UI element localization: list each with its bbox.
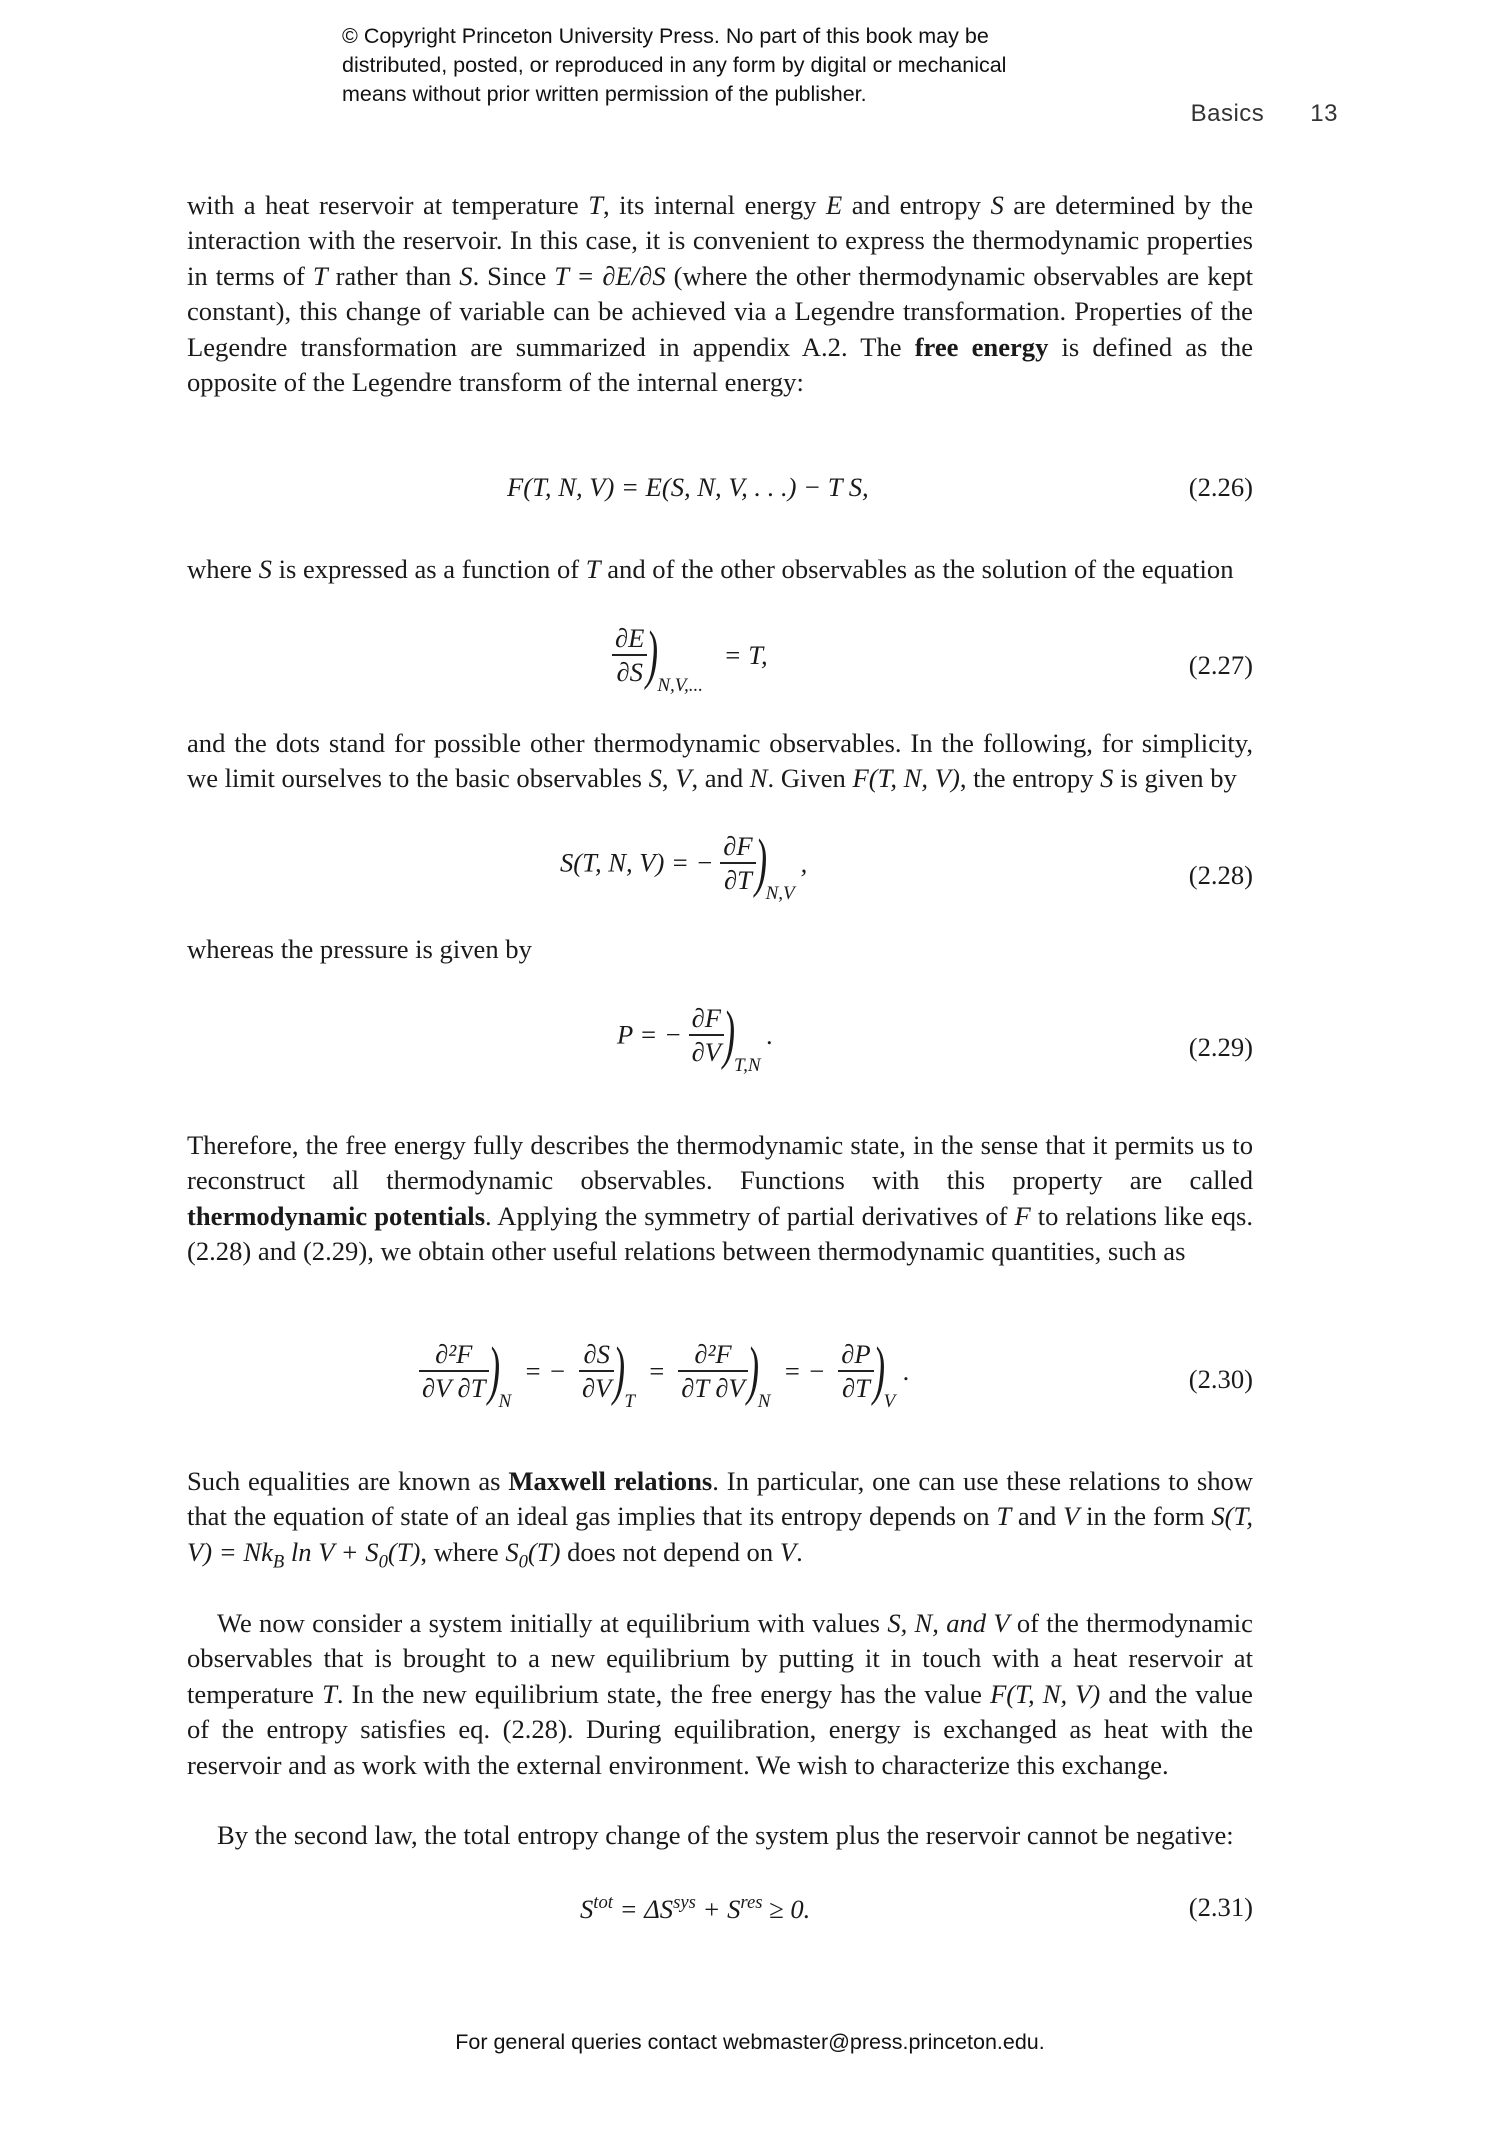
copyright-line: means without prior written permission of the publisher. bbox=[342, 82, 867, 106]
text: whereas the pressure is given by bbox=[187, 934, 532, 964]
equation-2-30: $\frac{\text{∂²F}}{\partial V \partial T}$ )N = − $\frac{\partial S}{\partial V}$ )T = $\frac{\text{∂²F}}{\partial T \partial V}$ )N = − $\frac{\partial P}{\partial T}$ )V. (2.30) bbox=[187, 1338, 1253, 1438]
text: with a heat reservoir at temperature bbox=[187, 190, 589, 220]
text: By the second law, the total entropy change of the system plus the reservoir cannot be negative: bbox=[217, 1820, 1234, 1850]
equation-number: (2.29) bbox=[1188, 1032, 1253, 1062]
math-var: T bbox=[312, 260, 328, 291]
math-var: T bbox=[588, 190, 603, 220]
equation-2-27: $\frac{\partial E}{\partial S}$ )N,V,... = T, (2.27) bbox=[187, 622, 1253, 712]
equation-number: (2.30) bbox=[1188, 1364, 1253, 1394]
math-var: E bbox=[825, 190, 843, 220]
equation-2-31: $S^{tot} = \Delta S^{sys} + S^{res} \ge 0$. (2.31) bbox=[580, 1892, 1253, 1924]
equation-2-28: S(T, N, V) = − $\frac{\partial F}{\partial T}$ )N,V, (2.28) bbox=[560, 826, 1253, 905]
equation-2-29: P = − $\frac{\partial F}{\partial V}$ )T,N. (2.29) bbox=[617, 998, 1253, 1077]
copyright-line: distributed, posted, or reproduced in any form by digital or mechanical bbox=[342, 53, 1007, 77]
math-expr: T = ∂E/∂S bbox=[554, 260, 666, 291]
math-var: S bbox=[990, 190, 1004, 220]
equation-number: (2.26) bbox=[1188, 472, 1253, 502]
math-var: S bbox=[258, 554, 272, 584]
fraction: $\frac{\partial F}{\partial V}$ bbox=[689, 1002, 724, 1068]
paragraph-5: Therefore, the free energy fully describes the thermodynamic state, in the sense that it permits us to reconstruct all thermodynamic observables. Functions with this property are called thermodynamic potentials. Applying the symmetry of partial derivatives of F to relations like eqs. (2.28) and (2.29), we obtain other useful relations between thermodynamic quantities, such as bbox=[187, 1130, 1254, 1267]
text: and entropy bbox=[842, 190, 991, 220]
equation-2-26 bbox=[187, 472, 1253, 512]
paragraph-8 bbox=[187, 1818, 1253, 1853]
term-free-energy: free energy bbox=[914, 331, 1049, 362]
paragraph-2 bbox=[187, 552, 1253, 587]
equation-number: (2.31) bbox=[1188, 1892, 1253, 1922]
footer-contact: For general queries contact webmaster@press.princeton.edu. bbox=[455, 2030, 1045, 2054]
text: is expressed as a function of bbox=[271, 554, 586, 584]
running-head bbox=[1191, 100, 1338, 128]
copyright-line: © Copyright Princeton University Press. No part of this book may be bbox=[342, 24, 989, 48]
math-expr: F(T, N, V) bbox=[852, 763, 960, 794]
equation-number: (2.27) bbox=[1188, 650, 1253, 680]
text: and of the other observables as the solution of the equation bbox=[600, 554, 1234, 584]
paragraph-1 bbox=[187, 188, 1253, 400]
fraction: $\frac{\partial E}{\partial S}$ bbox=[612, 622, 647, 688]
running-title: Basics bbox=[1190, 100, 1265, 127]
equation-number: (2.28) bbox=[1188, 860, 1253, 890]
paragraph-4 bbox=[187, 932, 1253, 967]
text: rather than bbox=[327, 260, 460, 291]
text: and the dots stand for possible other thermodynamic observables. In the following, for simplicity, we limit ourselves to the basic observables bbox=[187, 728, 1253, 794]
copyright-notice bbox=[342, 22, 1102, 109]
text: is defined as the opposite of the Legendre transform of the internal energy: bbox=[187, 331, 1253, 398]
math-var: T bbox=[585, 554, 601, 584]
paragraph-6: Such equalities are known as Maxwell relations. In particular, one can use these relations to show that the equation of state of an ideal gas implies that its entropy depends on T and V in the form S(T, $V) = Nk_B$ $\ln V + S_0(T)$, where $S_0(T)$ does not depend on V. bbox=[187, 1466, 1254, 1573]
text: where bbox=[187, 554, 259, 584]
text: are determined by the interaction with the reservoir. In this case, it is convenient to express the thermodynamic properties in terms of bbox=[187, 190, 1253, 291]
equation-body: F(T, N, V) = E(S, N, V, . . .) − T S, bbox=[507, 472, 869, 502]
paragraph-3: and the dots stand for possible other thermodynamic observables. In the following, for simplicity, we limit ourselves to the basic observables S, V, and N. Given F(T, N, V), the entropy S is given by bbox=[187, 728, 1253, 794]
text: (where the other thermodynamic observables are kept constant), this change of variable can be achieved via a Legendre transformation. Properties of the Legendre transformation are summarized in appendix A.2. The bbox=[187, 260, 1253, 362]
term-thermodynamic-potentials: thermodynamic potentials bbox=[187, 1200, 486, 1231]
fraction: $\frac{\partial F}{\partial T}$ bbox=[720, 830, 755, 896]
paragraph-7: We now consider a system initially at equilibrium with values S, N, and V of the thermodynamic observables that is brought to a new equilibrium by putting it in touch with a heat reservoir at temperature T. In the new equilibrium state, the free energy has the value F(T, N, V) and the value of the entropy satisfies eq. (2.28). During equilibration, energy is exchanged as heat with the reservoir and as work with the external environment. We wish to characterize this exchange. bbox=[187, 1608, 1253, 1780]
text: . Since bbox=[472, 260, 555, 291]
text: , its internal energy bbox=[603, 190, 826, 220]
math-var: S bbox=[459, 260, 473, 291]
page-number: 13 bbox=[1310, 100, 1338, 127]
term-maxwell-relations: Maxwell relations bbox=[508, 1466, 713, 1496]
